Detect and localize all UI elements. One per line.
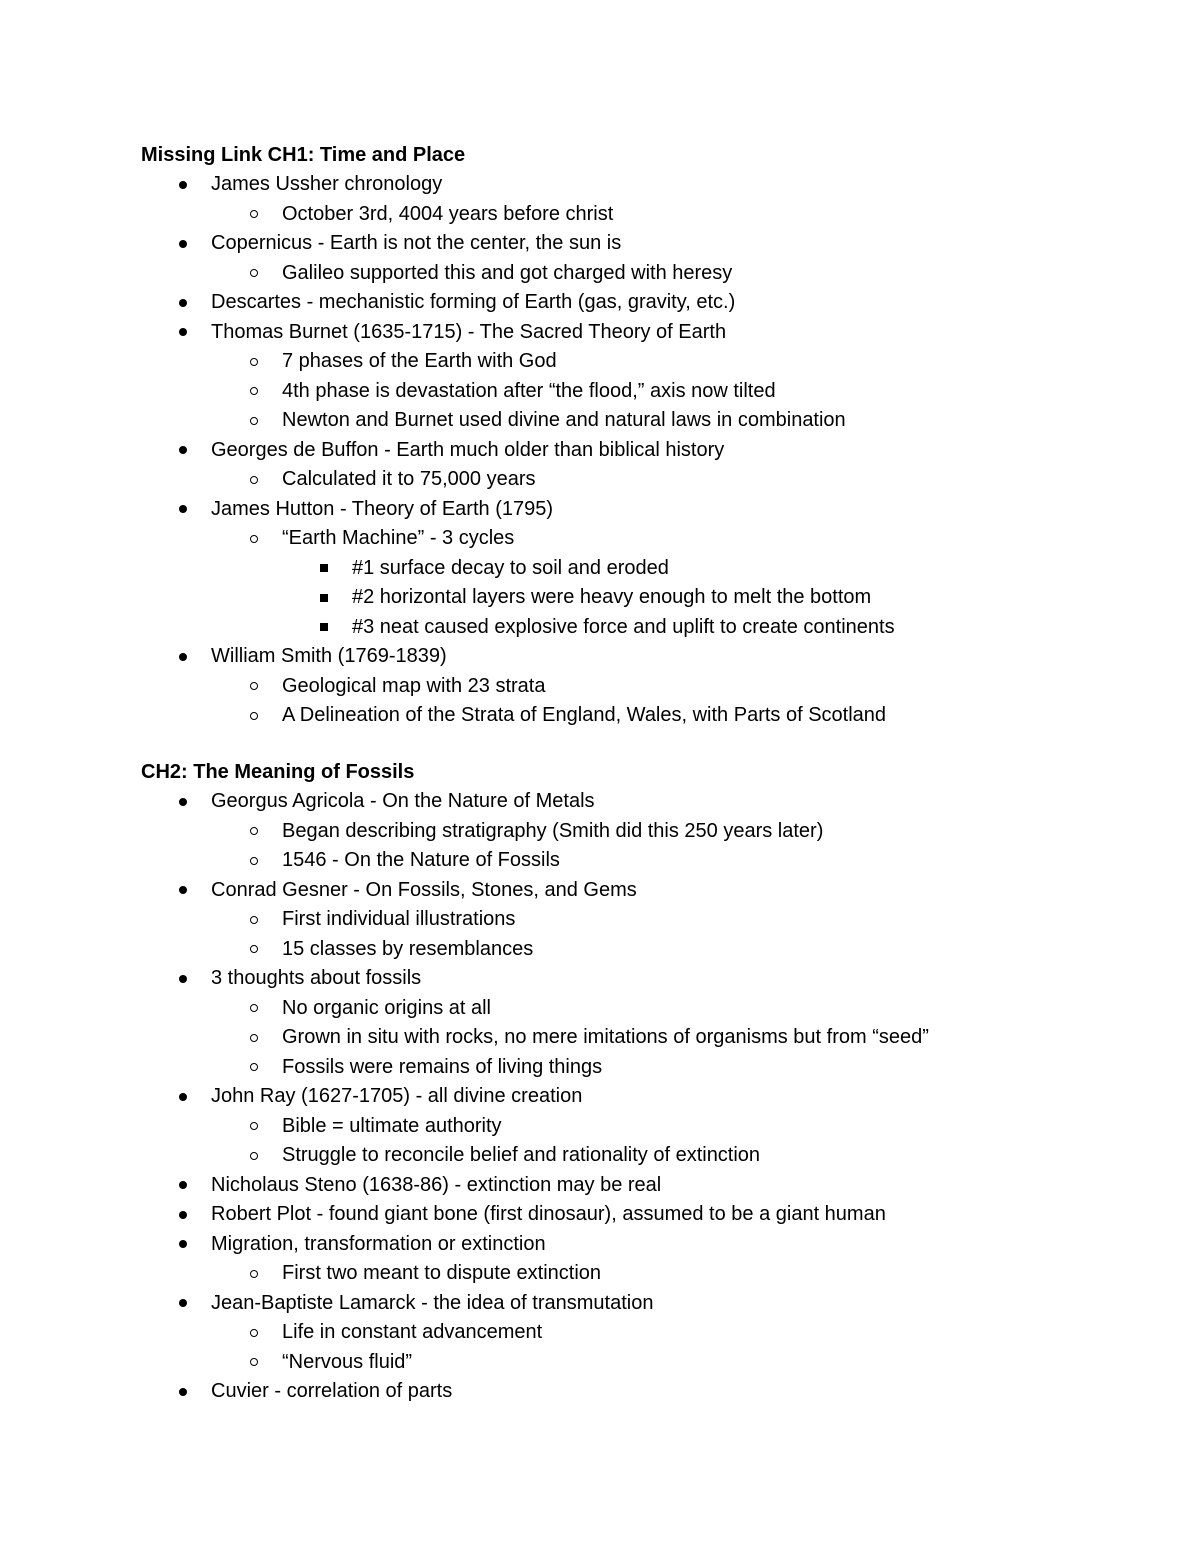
list-item xyxy=(141,817,1141,847)
list-item xyxy=(141,1348,1141,1378)
list-item xyxy=(141,583,1141,613)
hollow-circle-bullet-icon xyxy=(250,387,258,395)
list-item-text: Migration, transformation or extinction xyxy=(211,1232,546,1255)
list-item xyxy=(141,229,1141,259)
list-item xyxy=(141,672,1141,702)
list-item-text: 3 thoughts about fossils xyxy=(211,967,422,989)
filled-circle-bullet-icon xyxy=(179,1181,187,1189)
list-item-text: Calculated it to 75,000 years xyxy=(282,468,536,490)
list-item-text: Fossils were remains of living things xyxy=(282,1055,603,1078)
list-item xyxy=(141,200,1141,230)
bullet-list xyxy=(141,170,1141,731)
list-item xyxy=(141,1082,1141,1112)
list-item-text: First individual illustrations xyxy=(282,908,516,930)
list-item xyxy=(141,406,1141,436)
list-item-text: James Ussher chronology xyxy=(211,173,443,195)
list-item xyxy=(141,701,1141,731)
hollow-circle-bullet-icon xyxy=(250,1034,258,1042)
list-item xyxy=(141,524,1141,554)
list-item xyxy=(141,1141,1141,1171)
hollow-circle-bullet-icon xyxy=(250,1152,258,1160)
list-item-text: Cuvier - correlation of parts xyxy=(211,1380,453,1402)
list-item xyxy=(141,876,1141,906)
list-item-text: John Ray (1627-1705) - all divine creation xyxy=(211,1085,583,1107)
list-item-text: Newton and Burnet used divine and natural laws in combination xyxy=(282,409,846,431)
filled-circle-bullet-icon xyxy=(179,653,187,661)
filled-circle-bullet-icon xyxy=(179,798,187,806)
list-item-text: No organic origins at all xyxy=(282,996,491,1019)
list-item-text: Copernicus - Earth is not the center, the sun is xyxy=(211,232,622,254)
hollow-circle-bullet-icon xyxy=(250,535,258,543)
hollow-circle-bullet-icon xyxy=(250,1063,258,1071)
hollow-circle-bullet-icon xyxy=(250,945,258,953)
list-item xyxy=(141,935,1141,965)
list-item-text: Life in constant advancement xyxy=(282,1321,543,1343)
list-item xyxy=(141,259,1141,289)
list-item-text: Geological map with 23 strata xyxy=(282,674,546,697)
list-item xyxy=(141,905,1141,935)
section-heading: Missing Link CH1: Time and Place xyxy=(141,144,466,166)
hollow-circle-bullet-icon xyxy=(250,1004,258,1012)
list-item-text: Conrad Gesner - On Fossils, Stones, and Gems xyxy=(211,878,637,901)
list-item-text: Bible = ultimate authority xyxy=(282,1114,502,1137)
list-item xyxy=(141,1377,1141,1407)
square-bullet-icon xyxy=(320,594,328,602)
filled-circle-bullet-icon xyxy=(179,299,187,307)
list-item xyxy=(141,1289,1141,1319)
list-item-text: Struggle to reconcile belief and rationality of extinction xyxy=(282,1144,761,1166)
list-item xyxy=(141,846,1141,876)
list-item xyxy=(141,554,1141,584)
filled-circle-bullet-icon xyxy=(179,328,187,336)
hollow-circle-bullet-icon xyxy=(250,857,258,865)
list-item xyxy=(141,1200,1141,1230)
hollow-circle-bullet-icon xyxy=(250,712,258,720)
list-item xyxy=(141,1053,1141,1083)
list-item-text: #2 horizontal layers were heavy enough to melt the bottom xyxy=(352,586,872,608)
list-item-text: “Earth Machine” - 3 cycles xyxy=(282,527,515,549)
hollow-circle-bullet-icon xyxy=(250,1358,258,1366)
list-item xyxy=(141,613,1141,643)
list-item-text: Descartes - mechanistic forming of Earth (gas, gravity, etc.) xyxy=(211,291,736,313)
hollow-circle-bullet-icon xyxy=(250,210,258,218)
list-item xyxy=(141,964,1141,994)
hollow-circle-bullet-icon xyxy=(250,1329,258,1337)
list-item-text: First two meant to dispute extinction xyxy=(282,1262,602,1284)
hollow-circle-bullet-icon xyxy=(250,269,258,277)
list-item xyxy=(141,1112,1141,1142)
list-item xyxy=(141,642,1141,672)
list-item-text: 4th phase is devastation after “the flood,” axis now tilted xyxy=(282,379,776,402)
list-item-text: Georges de Buffon - Earth much older than biblical history xyxy=(211,438,725,461)
list-item-text: 1546 - On the Nature of Fossils xyxy=(282,849,560,871)
list-item xyxy=(141,1230,1141,1260)
square-bullet-icon xyxy=(320,623,328,631)
list-item-text: James Hutton - Theory of Earth (1795) xyxy=(211,497,554,520)
list-item-text: A Delineation of the Strata of England, Wales, with Parts of Scotland xyxy=(282,704,887,726)
list-item-text: Began describing stratigraphy (Smith did this 250 years later) xyxy=(282,819,824,842)
hollow-circle-bullet-icon xyxy=(250,916,258,924)
list-item-text: William Smith (1769-1839) xyxy=(211,645,447,667)
list-item-text: #3 neat caused explosive force and uplift to create continents xyxy=(352,615,895,638)
list-item-text: Nicholaus Steno (1638-86) - extinction may be real xyxy=(211,1173,662,1196)
list-item xyxy=(141,436,1141,466)
list-item xyxy=(141,994,1141,1024)
hollow-circle-bullet-icon xyxy=(250,1122,258,1130)
filled-circle-bullet-icon xyxy=(179,886,187,894)
filled-circle-bullet-icon xyxy=(179,1093,187,1101)
hollow-circle-bullet-icon xyxy=(250,417,258,425)
hollow-circle-bullet-icon xyxy=(250,1270,258,1278)
hollow-circle-bullet-icon xyxy=(250,476,258,484)
filled-circle-bullet-icon xyxy=(179,446,187,454)
list-item xyxy=(141,347,1141,377)
list-item-text: October 3rd, 4004 years before christ xyxy=(282,202,614,225)
hollow-circle-bullet-icon xyxy=(250,827,258,835)
list-item-text: Robert Plot - found giant bone (first dinosaur), assumed to be a giant human xyxy=(211,1203,886,1225)
filled-circle-bullet-icon xyxy=(179,240,187,248)
filled-circle-bullet-icon xyxy=(179,1240,187,1248)
list-item-text: #1 surface decay to soil and eroded xyxy=(352,556,669,579)
filled-circle-bullet-icon xyxy=(179,1211,187,1219)
list-item xyxy=(141,1023,1141,1053)
list-item-text: 15 classes by resemblances xyxy=(282,937,534,960)
list-item xyxy=(141,787,1141,817)
filled-circle-bullet-icon xyxy=(179,1388,187,1396)
list-item xyxy=(141,377,1141,407)
list-item xyxy=(141,288,1141,318)
list-item xyxy=(141,1171,1141,1201)
list-item xyxy=(141,495,1141,525)
filled-circle-bullet-icon xyxy=(179,505,187,513)
section-heading: CH2: The Meaning of Fossils xyxy=(141,761,415,783)
list-item-text: Jean-Baptiste Lamarck - the idea of transmutation xyxy=(211,1291,654,1314)
list-item xyxy=(141,465,1141,495)
filled-circle-bullet-icon xyxy=(179,181,187,189)
filled-circle-bullet-icon xyxy=(179,1299,187,1307)
section-ch1 xyxy=(141,141,1141,731)
list-item xyxy=(141,170,1141,200)
section-ch2 xyxy=(141,758,1141,1407)
list-item-text: 7 phases of the Earth with God xyxy=(282,350,557,372)
list-item-text: Grown in situ with rocks, no mere imitations of organisms but from “seed” xyxy=(282,1026,929,1048)
list-item xyxy=(141,1318,1141,1348)
list-item xyxy=(141,1259,1141,1289)
list-item-text: Thomas Burnet (1635-1715) - The Sacred Theory of Earth xyxy=(211,320,727,343)
list-item-text: Galileo supported this and got charged with heresy xyxy=(282,261,733,284)
square-bullet-icon xyxy=(320,564,328,572)
hollow-circle-bullet-icon xyxy=(250,358,258,366)
hollow-circle-bullet-icon xyxy=(250,682,258,690)
list-item-text: Georgus Agricola - On the Nature of Metals xyxy=(211,790,595,812)
list-item xyxy=(141,318,1141,348)
list-item-text: “Nervous fluid” xyxy=(282,1350,413,1373)
filled-circle-bullet-icon xyxy=(179,975,187,983)
bullet-list xyxy=(141,787,1141,1407)
